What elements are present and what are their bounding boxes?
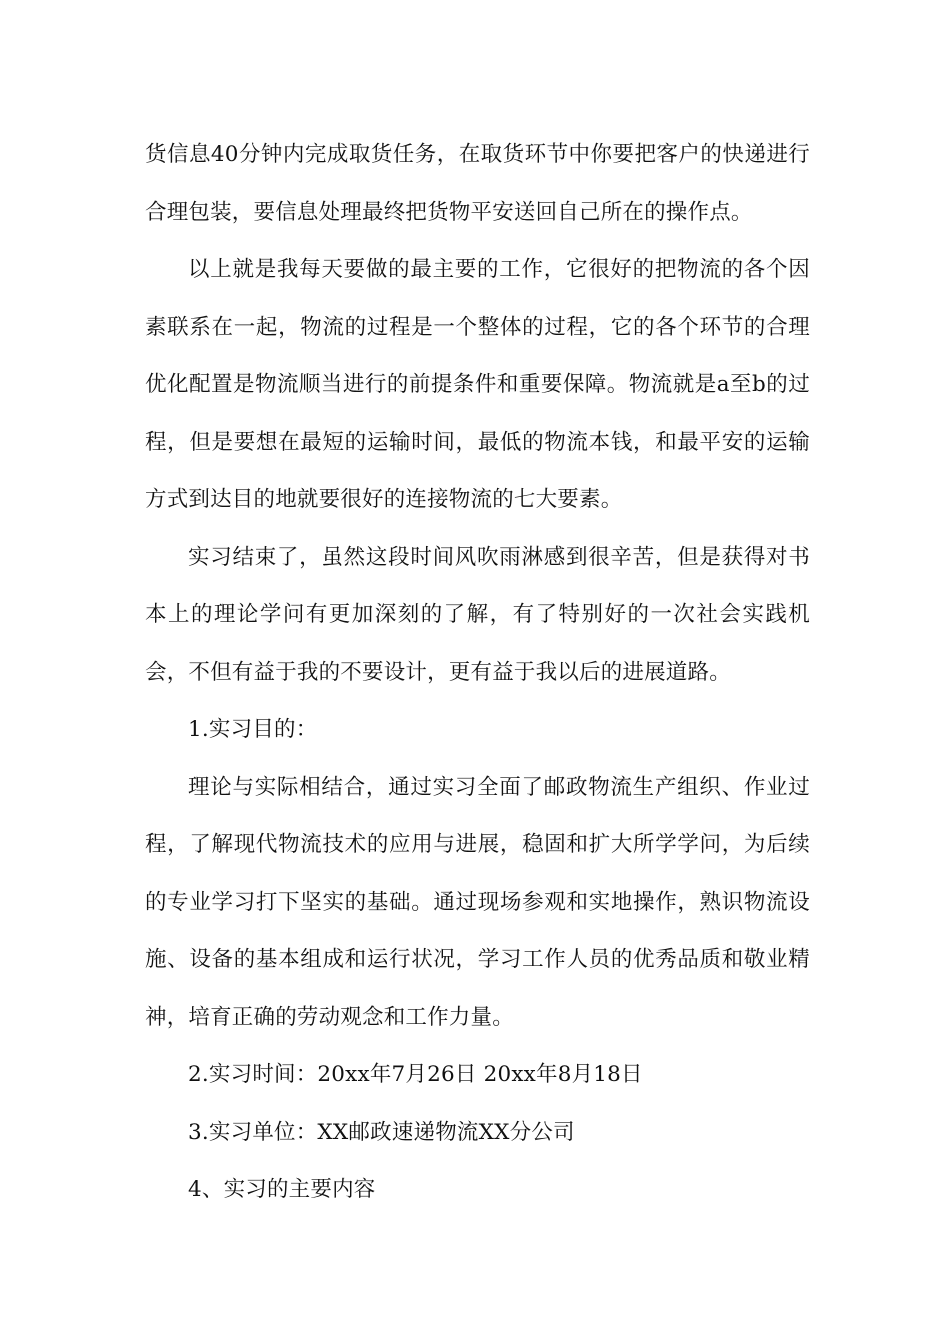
paragraph-internship-end: 实习结束了，虽然这段时间风吹雨淋感到很辛苦，但是获得对书本上的理论学问有更加深刻的了解，有了特别好的一次社会实践机会，不但有益于我的不要设计，更有益于我以后的进展道路。: [145, 544, 810, 685]
item-internship-time: 2.实习时间：20xx年7月26日 20xx年8月18日: [188, 1062, 643, 1087]
paragraph-pickup-task: 货信息40分钟内完成取货任务，在取货环节中你要把客户的快递进行合理包装，要信息处理最终把货物平安送回自己所在的操作点。: [145, 142, 810, 225]
document-body: [145, 126, 810, 1219]
paragraph-main-work: 以上就是我每天要做的最主要的工作，它很好的把物流的各个因素联系在一起，物流的过程是一个整体的过程，它的各个环节的合理优化配置是物流顺当进行的前提条件和重要保障。物流就是a至b的过程，但是要想在最短的运输时间，最低的物流本钱，和最平安的运输方式到达目的地就要很好的连接物流的七大要素。: [145, 257, 810, 512]
paragraph-purpose-detail: 理论与实际相结合，通过实习全面了邮政物流生产组织、作业过程，了解现代物流技术的应用与进展，稳固和扩大所学学问，为后续的专业学习打下坚实的基础。通过现场参观和实地操作，熟识物流设施、设备的基本组成和运行状况，学习工作人员的优秀品质和敬业精神，培育正确的劳动观念和工作力量。: [145, 774, 810, 1030]
heading-internship-purpose: 1.实习目的：: [188, 717, 318, 742]
heading-main-content: 4、实习的主要内容: [188, 1177, 376, 1202]
item-internship-unit: 3.实习单位：XX邮政速递物流XX分公司: [188, 1119, 575, 1145]
